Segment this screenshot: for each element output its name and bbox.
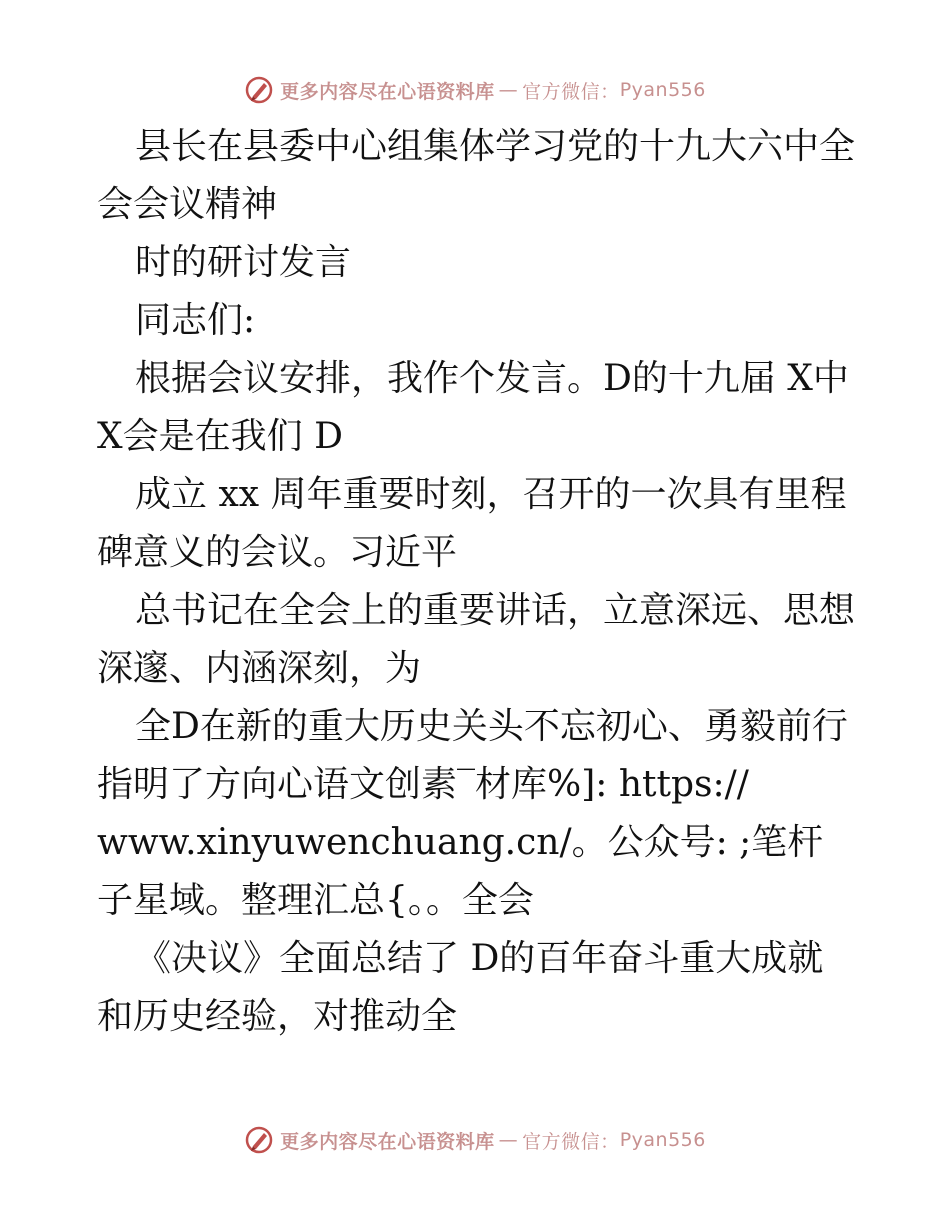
paragraph: 成立 xx 周年重要时刻，召开的一次具有里程碑意义的会议。习近平 (97, 474, 847, 573)
banner-slogan: 更多内容尽在心语资料库 (280, 1130, 495, 1153)
footer-watermark-banner (0, 1120, 950, 1160)
banner-account: Pyan556 (619, 1129, 706, 1151)
paragraph: 全D在新的重大历史关头不忘初心、勇毅前行指明了方向心语文创素‾材库%]: https:// (97, 706, 848, 805)
banner-wechat-label: 官方微信： (522, 80, 620, 103)
paragraph: www.xinyuwenchuang.cn/。公众号: ;笔杆子星域。整理汇总{。。全会 (97, 822, 824, 921)
pen-logo-icon (244, 75, 274, 105)
banner-dash: — (498, 79, 519, 101)
paragraph: 总书记在全会上的重要讲话，立意深远、思想深邃、内涵深刻，为 (97, 590, 856, 689)
banner-slogan: 更多内容尽在心语资料库 (280, 80, 495, 103)
document-subtitle: 时的研讨发言 (135, 242, 352, 283)
banner-account: Pyan556 (619, 79, 706, 101)
header-watermark-banner (0, 70, 950, 110)
document-title: 县长在县委中心组集体学习党的十九大六中全会会议精神 (97, 126, 856, 225)
paragraph: 《决议》全面总结了 D的百年奋斗重大成就和历史经验，对推动全 (97, 938, 824, 1037)
banner-wechat-label: 官方微信： (522, 1130, 620, 1153)
paragraph: 根据会议安排，我作个发言。D的十九届 X中X会是在我们 D (97, 358, 849, 457)
banner-dash: — (498, 1129, 519, 1151)
document-body (97, 118, 857, 1046)
salutation: 同志们: (135, 300, 256, 341)
pen-logo-icon (244, 1125, 274, 1155)
